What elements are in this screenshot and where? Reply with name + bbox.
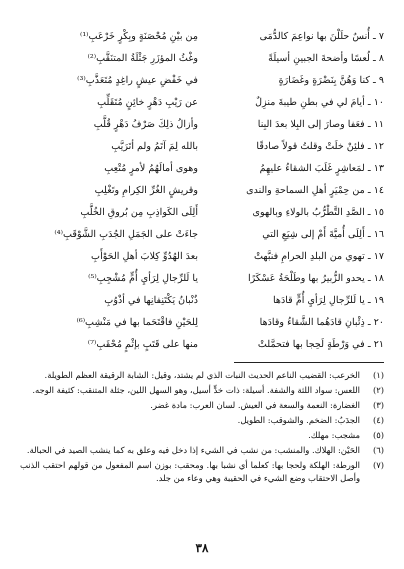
verse-second-hemistich: عن رَيْبِ دَهْرٍ خائِنٍ مُتَقَلِّبِ bbox=[97, 97, 198, 108]
verse-first-hemistich: ١٣ ـ لمَعاشِرٍ غَلَبَ الشقاءُ عليهِمُ bbox=[259, 163, 384, 174]
footnote bbox=[20, 459, 384, 485]
verse-line bbox=[20, 136, 384, 158]
footnote bbox=[20, 414, 384, 427]
verse-first-hemistich: ٧ ـ أُنسٌ حلَلْنَ بها نواعِمَ كالدُّمَى bbox=[259, 31, 384, 42]
footnote-number: (٦) bbox=[372, 445, 384, 455]
footnote-number: (٣) bbox=[372, 400, 384, 410]
verse-line bbox=[20, 26, 384, 48]
verse-second-hemistich: وهوى أمالَهُمُ لأمرٍ مُتْعِبِ bbox=[104, 163, 198, 174]
verse-second-hemistich: في خَفْضِ عيشٍ راغِدٍ مُتَعَذَّبِ⁽³⁾ bbox=[77, 75, 198, 86]
poem bbox=[20, 26, 384, 356]
footnote-text: مشجب: مهلك. bbox=[308, 430, 360, 440]
verse-first-hemistich: ١٧ ـ تهوي من البلدِ الحرامِ فنبَّهتْ bbox=[253, 251, 384, 262]
verse-first-hemistich: ١٤ ـ من حِمْيَرٍ أهلِ السماحةِ والندى bbox=[246, 185, 384, 196]
verse-first-hemistich: ١٠ ـ أيامَ لي في بطنِ طيبةَ منزِلٌ bbox=[255, 97, 384, 108]
verse-second-hemistich: وغْثُ المؤزَرِ جَثْلَةُ المتنَقَّبِ⁽²⁾ bbox=[87, 53, 198, 64]
verse-second-hemistich: ذُنْبانُ يَكْتَنِفانِها في أذْوُبِ bbox=[104, 295, 198, 306]
footnote-text: الجدَبُ: الضخم. والشوقب: الطويل. bbox=[237, 415, 360, 425]
footnote-number: (٤) bbox=[372, 415, 384, 425]
verse-second-hemistich: يا لَلرِّجالِ لِرَأيِ أُمٍّ مُشْجِبِ⁽⁵⁾ bbox=[88, 273, 198, 284]
verse-second-hemistich: وقريشٍ الغُرِّ الكِرامِ وتَغْلِبِ bbox=[94, 185, 198, 196]
verse-first-hemistich: ١٢ ـ فلئِنْ خلَتْ وقلتُ قولاً صادقًا bbox=[256, 141, 384, 152]
verse-second-hemistich: لِلحَيْنِ فاقْتَحَما بها في مَنْشِبِ⁽⁶⁾ bbox=[76, 317, 198, 328]
footnotes bbox=[20, 369, 384, 485]
verse-line bbox=[20, 224, 384, 246]
footnote-number: (٧) bbox=[372, 460, 384, 470]
verse-first-hemistich: ١١ ـ فعَفا وصارَ إلى البِلا بعدَ البِنا bbox=[257, 119, 384, 130]
verse-line bbox=[20, 246, 384, 268]
page-number: ٣٨ bbox=[195, 541, 209, 555]
footnote bbox=[20, 429, 384, 442]
verse-line bbox=[20, 312, 384, 334]
verse-first-hemistich: ٢٠ ـ ذِئْبانِ قادَهُما الشَّقاءُ وقادَها bbox=[259, 317, 384, 328]
footnote bbox=[20, 384, 384, 397]
verse-second-hemistich: بالله لِمَ آتَمُ ولم أتَرَيَّبِ bbox=[111, 141, 198, 152]
verse-line bbox=[20, 114, 384, 136]
footnote-text: الورطة: الهلكة ولحجا بها: كعلما أي نشبا بها. ومحقب: بوزن اسم المفعول من قولهم احتقب الذنب وأصل الاحتقاب وضع الشيء في الحقيبة وهي وعاء من جلد. bbox=[20, 460, 360, 483]
verse-line bbox=[20, 48, 384, 70]
verse-line bbox=[20, 70, 384, 92]
verse-first-hemistich: ١٥ ـ الصَّدِ التَّطْرُّبُ بالولاءِ وبالهوى bbox=[252, 207, 384, 218]
footnote-number: (٢) bbox=[372, 385, 384, 395]
verse-first-hemistich: ٢١ ـ في وَرْطَةٍ لَحِجا بها فتحمَّلتْ bbox=[257, 339, 384, 350]
verse-line bbox=[20, 202, 384, 224]
footnote-number: (٥) bbox=[372, 430, 384, 440]
verse-first-hemistich: ١٨ ـ يحدو الزُّبيرُ بها وطَلْحَةُ عَسْكَرًا bbox=[247, 273, 384, 284]
verse-line bbox=[20, 180, 384, 202]
verse-line bbox=[20, 334, 384, 356]
footnote-number: (١) bbox=[372, 370, 384, 380]
verse-second-hemistich: أَلِلَى الكَواذِبِ مِن بُروقِ الخُلَّبِ bbox=[80, 207, 198, 218]
verse-line bbox=[20, 290, 384, 312]
verse-second-hemistich: جاءَتْ على الجَمَلِ الجُدَبِ الشَّوْقَبِ⁽⁴⁾ bbox=[54, 229, 198, 240]
verse-second-hemistich: وأزالُ ذلِكَ صَرْفُ دَهْرٍ قُلَّبِ bbox=[93, 119, 198, 130]
footnote-text: الحَيْن: الهلاك. والمنشب: من نشب في الشيء إذا دخل فيه وعلق به كما ينشب الصيد في الحبالة. bbox=[26, 445, 360, 455]
verse-first-hemistich: ١٦ ـ أَلِلَى أُميَّةَ أَمْ إلى شِيَعِ التي bbox=[262, 229, 384, 240]
verse-first-hemistich: ٩ ـ كنا وَهُنَّ بِنَضْرَةٍ وغَضَارَةٍ bbox=[278, 75, 384, 86]
verse-first-hemistich: ١٩ ـ يا لَلرِّجالِ لِرَأيِ أُمٍّ قادَها bbox=[273, 295, 384, 306]
footnote-text: الخرعب: القضيب الناعم الحديث النبات الذي لم يشتد، وقيل: الشابة الرقيقة العظم الطويلة. bbox=[44, 370, 360, 380]
footnote-text: الغضارة: النعمة والسعة في العيش. لسان العرب: مادة غضر. bbox=[150, 400, 360, 410]
footnote bbox=[20, 399, 384, 412]
verse-first-hemistich: ٨ ـ لُعسًا وأضحةَ الجبينِ أسيلَةً bbox=[268, 53, 384, 64]
verse-line bbox=[20, 92, 384, 114]
verse-line bbox=[20, 268, 384, 290]
footnote-text: اللعس: سواد اللثة والشفة. أسيلة: ذات خدٍّ أسيل، وهو السهل اللين، جثلة المتنقب: كثيفة الوجه. bbox=[32, 385, 360, 395]
verse-second-hemistich: منها على قَتَبٍ بإثْمٍ مُحْقَبِ⁽⁷⁾ bbox=[87, 339, 198, 350]
verse-line bbox=[20, 158, 384, 180]
footnote-separator bbox=[234, 362, 384, 363]
footnote bbox=[20, 369, 384, 382]
verse-second-hemistich: بعدَ الهُدُوِّ كِلابَ أهلِ الحَوْأَبِ bbox=[91, 251, 198, 262]
footnote bbox=[20, 444, 384, 457]
verse-second-hemistich: مِن بيْنِ مُحْصَنَةٍ وبِكْرٍ خَرْعَبِ⁽¹⁾ bbox=[79, 31, 198, 42]
